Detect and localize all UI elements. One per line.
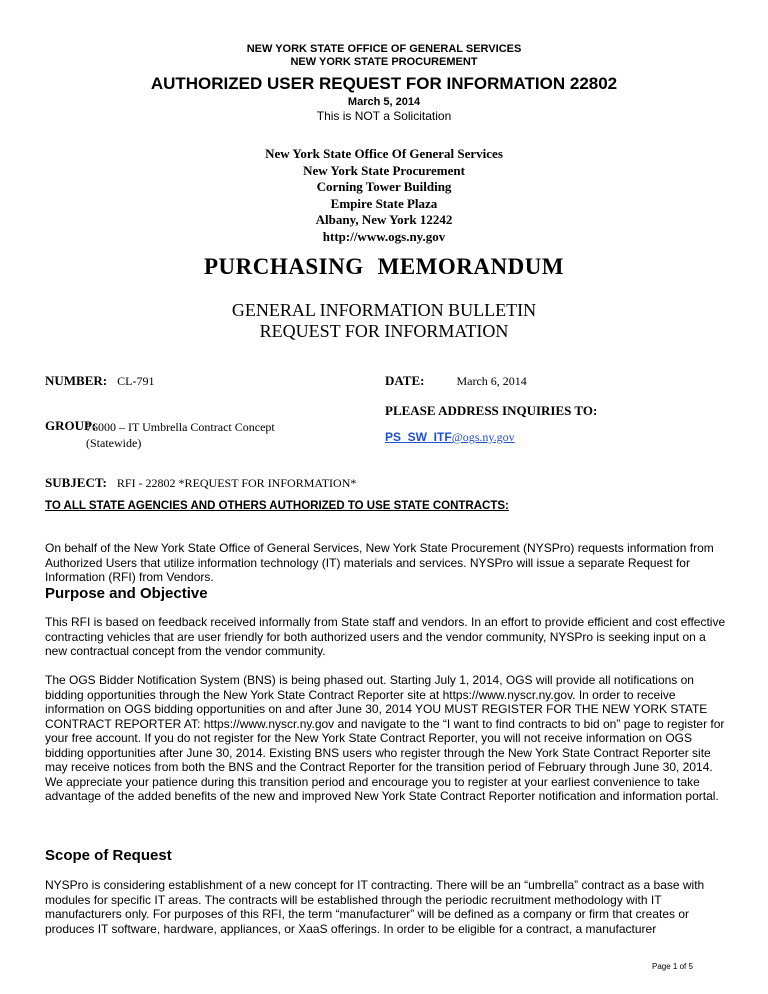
- date-field: [385, 372, 527, 390]
- to-all-text: TO ALL STATE AGENCIES AND OTHERS AUTHORIZED TO USE STATE CONTRACTS: [45, 500, 506, 512]
- date-label: DATE:: [385, 373, 425, 388]
- address-block: [0, 146, 768, 245]
- purpose-heading: Purpose and Objective: [45, 585, 208, 602]
- group-field: [45, 417, 275, 450]
- header-date: March 5, 2014: [347, 96, 421, 108]
- header-org-line1: NEW YORK STATE OFFICE OF GENERAL SERVICES: [246, 43, 522, 55]
- number-field: [45, 372, 154, 390]
- group-label: GROUP:: [45, 418, 97, 433]
- purpose-paragraph: This RFI is based on feedback received informally from State staff and vendors. In an effort to provide efficient and cost effective contracting vehicles that are user friendly for both authorized users and the vendor community, NYSPro is seeking input on a new contractual concept from the vendor community.: [45, 615, 726, 658]
- address-url: http://www.ogs.ny.gov: [322, 228, 446, 244]
- address-line: Corning Tower Building: [316, 179, 452, 194]
- intro-paragraph: On behalf of the New York State Office of General Services, New York State Procurement (NYSPro) requests information from Authorized Users that utilize information technology (IT) materials and services. NYSPro will issue a separate Request for Information (RFI) from Vendors.: [45, 541, 714, 584]
- document-title: AUTHORIZED USER REQUEST FOR INFORMATION 22802: [150, 74, 618, 93]
- bulletin-line2: REQUEST FOR INFORMATION: [259, 321, 509, 341]
- memo-title-part1: PURCHASING: [203, 254, 364, 279]
- inquiry-email-link[interactable]: [385, 430, 515, 445]
- group-value: [86, 419, 346, 451]
- to-all-heading: [45, 500, 509, 512]
- date-value: March 6, 2014: [456, 374, 527, 388]
- memo-title-part2: MEMORANDUM: [377, 254, 565, 279]
- to-all-colon: :: [505, 500, 509, 512]
- header-org: [0, 43, 768, 69]
- subject-field: [45, 474, 356, 492]
- email-user[interactable]: PS_SW_ITF: [385, 430, 452, 444]
- bns-paragraph: The OGS Bidder Notification System (BNS) is being phased out. Starting July 1, 2014, OGS will provide all notifications on bidding opportunities through the New York State Contract Reporter site at https://www.nyscr.ny.gov. In order to receive information on OGS bidding opportunities on and after June 30, 2014 YOU MUST REGISTER FOR THE NEW YORK STATE CONTRACT REPORTER AT: https://www.nyscr.ny.gov and navigate to the “I want to find contracts to bid on” page to register for your free account. If you do not register for the New York State Contract Reporter, you will not receive information on OGS bidding opportunities after June 30, 2014. Existing BNS users who register through the New York State Contract Reporter site may receive notices from both the BNS and the Contract Reporter for the transition period of February through June 30, 2014. We appreciate your patience during this transition period and encourage you to register at your earliest convenience to take advantage of the added benefits of the new and improved New York State Contract Reporter notification and information portal.: [45, 673, 725, 803]
- subject-label: SUBJECT:: [45, 475, 107, 490]
- email-domain[interactable]: @ogs.ny.gov: [451, 430, 515, 444]
- subject-value: RFI - 22802 *REQUEST FOR INFORMATION*: [116, 476, 357, 490]
- address-line: New York State Procurement: [303, 162, 465, 178]
- scope-paragraph: NYSPro is considering establishment of a new concept for IT contracting. There will be an “umbrella” contract as a base with modules for specific IT areas. The contracts will be established through the periodic recruitment methodology with IT manufacturers only. For purposes of this RFI, the term “manufacturer” will be defined as a company or firm that creates or produces IT software, hardware, appliances, or XaaS offerings. In order to be eligible for a contract, a manufacturer: [45, 878, 705, 936]
- scope-heading: Scope of Request: [45, 847, 172, 864]
- group-value-line2: (Statewide): [86, 436, 142, 450]
- header-note: This is NOT a Solicitation: [316, 109, 452, 123]
- header-org-line2: NEW YORK STATE PROCUREMENT: [290, 56, 478, 68]
- bulletin-title: [0, 300, 768, 342]
- inquiries-label: PLEASE ADDRESS INQUIRIES TO:: [385, 403, 598, 418]
- number-label: NUMBER:: [45, 373, 108, 388]
- address-line: Albany, New York 12242: [315, 212, 453, 227]
- memo-title: [0, 254, 768, 280]
- number-value: CL-791: [117, 374, 155, 388]
- bulletin-line1: GENERAL INFORMATION BULLETIN: [231, 300, 537, 320]
- address-line: Empire State Plaza: [330, 195, 438, 211]
- group-value-line1: 76000 – IT Umbrella Contract Concept: [86, 420, 275, 434]
- address-line: New York State Office Of General Services: [265, 146, 503, 161]
- page-number: Page 1 of 5: [652, 962, 693, 971]
